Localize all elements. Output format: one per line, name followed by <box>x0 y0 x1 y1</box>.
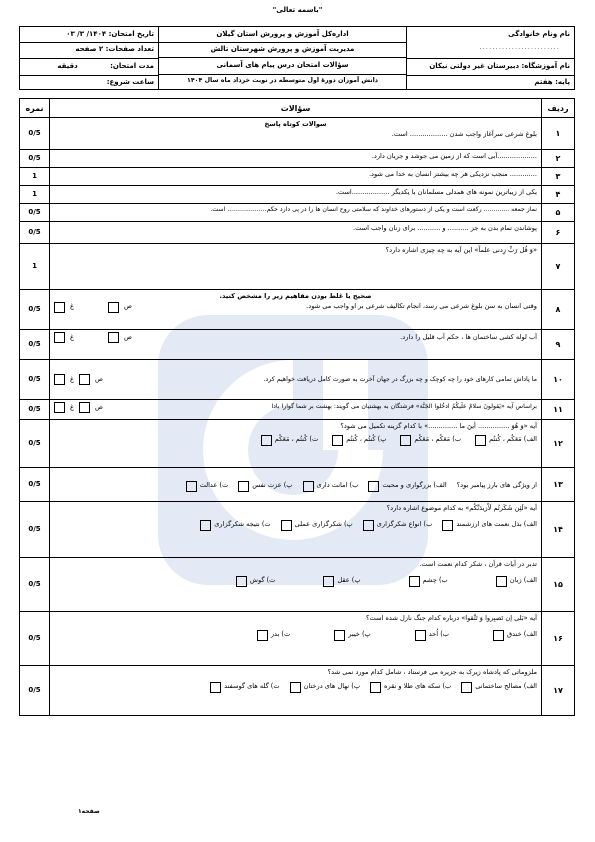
header-questions: سؤالات <box>50 99 542 118</box>
question-number: ۸ <box>542 290 575 330</box>
question-score: 0/5 <box>20 150 50 168</box>
option-c: پ) نهال های درختان <box>290 682 360 693</box>
true-false-options <box>54 332 132 343</box>
option-checkbox[interactable] <box>186 481 197 492</box>
question-score: 0/5 <box>20 502 50 558</box>
false-label: غ <box>70 332 74 341</box>
option-b: ب) انواع شکرگزاری <box>363 520 433 531</box>
question-number: ۴ <box>542 186 575 204</box>
question-line: یکی از زیباترین نمونه های همدلی مسلمانان با یکدیگر ..................است. <box>335 188 537 196</box>
question-score: 0/5 <box>20 468 50 502</box>
false-checkbox[interactable] <box>54 332 65 343</box>
question-score: 0/5 <box>20 290 50 330</box>
true-false-options <box>54 402 103 413</box>
question-score: 0/5 <box>20 222 50 244</box>
question-number: ۱۷ <box>542 666 575 716</box>
question-text <box>50 244 542 290</box>
question-text <box>50 612 542 666</box>
option-checkbox[interactable] <box>363 520 374 531</box>
question-number: ۹ <box>542 330 575 360</box>
option-b: ب) امانت داری <box>303 481 359 492</box>
table-row <box>20 420 575 468</box>
option-b: ب) چشم <box>409 576 448 587</box>
question-line: آیه «وَ هُوَ ............... أینَ ما ..............» با کدام گزینه تکمیل می شود؟ <box>340 422 537 430</box>
table-row <box>20 400 575 420</box>
option-checkbox[interactable] <box>290 682 301 693</box>
option-b: ب) مَعَکُم ، مَعَکُم <box>400 435 461 446</box>
header-number: ردیف <box>542 99 575 118</box>
true-false-options <box>54 302 132 313</box>
question-score: 1 <box>20 168 50 186</box>
question-score: 0/5 <box>20 558 50 612</box>
header-score: نمره <box>20 99 50 118</box>
question-text <box>50 204 542 222</box>
header-exam-meta <box>20 27 158 89</box>
table-row <box>20 168 575 186</box>
false-checkbox[interactable] <box>54 302 65 313</box>
question-text <box>50 400 542 420</box>
option-checkbox[interactable] <box>238 481 249 492</box>
question-score: 0/5 <box>20 612 50 666</box>
true-label: ص <box>123 302 132 311</box>
question-score: 0/5 <box>20 118 50 150</box>
option-checkbox[interactable] <box>323 576 334 587</box>
option-checkbox[interactable] <box>370 682 381 693</box>
question-number: ۲ <box>542 150 575 168</box>
option-checkbox[interactable] <box>409 576 420 587</box>
true-label: ص <box>123 332 132 341</box>
school-name: نام آموزشگاه: دبیرستان غیر دولتی نیکان <box>429 62 570 70</box>
table-row <box>20 186 575 204</box>
question-score: 1 <box>20 244 50 290</box>
option-b: ب) اُحد <box>415 630 449 641</box>
true-label: ص <box>94 402 103 411</box>
table-row <box>20 360 575 400</box>
question-score: 0/5 <box>20 204 50 222</box>
true-label: ص <box>94 374 103 383</box>
true-checkbox[interactable] <box>79 402 90 413</box>
option-d: ت) عدالت <box>186 481 229 492</box>
question-text <box>50 468 542 502</box>
table-header-row <box>20 99 575 118</box>
student-name-label: نام ونام خانوادگی <box>508 30 570 38</box>
exam-date: تاریخ امتحان: ۱۴۰۴/ ۳/ ۰۳ <box>66 30 154 38</box>
question-score: 0/5 <box>20 420 50 468</box>
questions-table <box>19 98 575 716</box>
false-label: غ <box>70 374 74 383</box>
false-checkbox[interactable] <box>54 374 65 385</box>
question-line: وقتی انسان به سن بلوغ شرعی می رسد، انجام تکالیف شرعی بر او واجب می شود. <box>306 302 537 311</box>
question-number: ۱۰ <box>542 360 575 400</box>
question-score: 0/5 <box>20 666 50 716</box>
question-number: ۱ <box>542 118 575 150</box>
question-number: ۶ <box>542 222 575 244</box>
option-d: ت) گوش <box>236 576 275 587</box>
question-text <box>50 186 542 204</box>
option-checkbox[interactable] <box>442 520 453 531</box>
page-footer: صفحه۱ <box>78 808 100 815</box>
table-row <box>20 468 575 502</box>
option-checkbox[interactable] <box>210 682 221 693</box>
option-a: الف) مَعَکُم ، کُنتُم <box>475 435 537 446</box>
question-text <box>50 150 542 168</box>
option-checkbox[interactable] <box>257 630 268 641</box>
true-false-row <box>54 402 537 413</box>
question-number: ۱۱ <box>542 400 575 420</box>
question-line: بلوغ شرعی سرآغاز واجب شدن .................. است. <box>391 129 537 138</box>
section-title: صحیح یا غلط بودن مفاهیم زیر را مشخص کنید. <box>219 292 372 300</box>
option-checkbox[interactable] <box>368 481 379 492</box>
option-checkbox[interactable] <box>475 435 486 446</box>
options-row <box>54 481 537 492</box>
question-text <box>50 290 542 330</box>
question-text <box>50 118 542 150</box>
question-text <box>50 168 542 186</box>
table-row <box>20 118 575 150</box>
question-line: ملزوماتی که پادشاه زیرک به جزیره می فرستاد ، شامل کدام مورد نمی شد؟ <box>327 668 537 676</box>
question-line: از ویژگی های بارز پیامبر بود؟ <box>456 480 537 489</box>
option-checkbox[interactable] <box>461 682 472 693</box>
false-label: غ <box>70 402 74 411</box>
table-row <box>20 612 575 666</box>
options-row <box>54 520 537 531</box>
question-text <box>50 420 542 468</box>
page-count: تعداد صفحات: ۲ صفحه <box>75 45 154 53</box>
question-score: 0/5 <box>20 400 50 420</box>
table-row <box>20 330 575 360</box>
question-number: ۵ <box>542 204 575 222</box>
option-a: الف) زبان <box>496 576 537 587</box>
option-a: الف) خندق <box>493 630 537 641</box>
question-text <box>50 330 542 360</box>
false-label: غ <box>70 302 74 311</box>
table-row <box>20 666 575 716</box>
question-line: آیه «بَلی إن تَصبِروا وَ تَتَّقوا» درباره کدام جنگ نازل شده است؟ <box>366 614 537 622</box>
header-term-line: دانش آموزان دورۀ اول متوسطه در نوبت خرداد ماه سال ۱۴۰۴ <box>187 77 378 84</box>
top-note: "باسمه تعالی" <box>272 6 323 14</box>
true-checkbox[interactable] <box>108 302 119 313</box>
question-line: براساس آیه «یَقولونَ سلامٌ علَیکُمُ ادخُلوا الجَنَّة» فرشتگان به بهشتیان می گویند: بهشت بر شما گوارا بادا <box>271 403 537 410</box>
option-d: ت) نتیجه شکرگزاری <box>200 520 270 531</box>
question-text <box>50 666 542 716</box>
question-number: ۷ <box>542 244 575 290</box>
question-line: تدبر در آیات قرآن ، شکر کدام نعمت است. <box>419 560 537 568</box>
start-time: ساعت شروع: <box>106 78 154 86</box>
option-d: ت) بدر <box>257 630 290 641</box>
option-a: الف) مصالح ساختمانی <box>461 682 537 693</box>
header-student-info <box>406 27 574 89</box>
question-line: «وَ قُل رَبِّ زِدنی علماً» این آیه به چه چیزی اشاره دارد؟ <box>385 246 537 254</box>
false-checkbox[interactable] <box>54 402 65 413</box>
table-row <box>20 502 575 558</box>
table-row <box>20 222 575 244</box>
question-number: ۱۶ <box>542 612 575 666</box>
question-line: پوشاندن تمام بدن به جز .......... و ........... برای زنان واجب است. <box>353 224 537 232</box>
table-row <box>20 290 575 330</box>
question-text <box>50 502 542 558</box>
option-b: ب) سکه های طلا و نقره <box>370 682 451 693</box>
option-c: پ) کُنتُم ، کُنتُم <box>332 435 386 446</box>
option-c: پ) شکرگزاری عملی <box>281 520 353 531</box>
option-d: ت) گله های گوسفند <box>210 682 279 693</box>
question-line: ...................آبی است که از زمین می جوشد و جریان دارد. <box>371 152 537 160</box>
true-checkbox[interactable] <box>108 332 119 343</box>
question-number: ۱۵ <box>542 558 575 612</box>
question-number: ۱۲ <box>542 420 575 468</box>
header-dept-line: مدیریت آموزش و پرورش شهرستان تالش <box>210 45 355 53</box>
option-checkbox[interactable] <box>200 520 211 531</box>
question-score: 1 <box>20 186 50 204</box>
question-score: 0/5 <box>20 330 50 360</box>
option-a: الف) بزرگواری و محبت <box>368 481 446 492</box>
question-line: آب لوله کشی ساختمان ها ، حکم آب قلیل را دارد. <box>400 332 537 341</box>
options-row <box>54 576 537 587</box>
section-title: سوالات کوتاه پاسخ <box>264 120 327 128</box>
option-d: ت) کُنتُم ، مَعَکُم <box>261 435 318 446</box>
options-row <box>54 630 537 641</box>
table-row <box>20 558 575 612</box>
true-false-row <box>54 374 537 385</box>
option-a: الف) بذل نعمت های ارزشمند <box>442 520 537 531</box>
table-row <box>20 150 575 168</box>
question-line: آیه «لَئِن شَکَرتُم لَأَزیدَنَّکُم» به کدام موضوع اشاره دارد؟ <box>386 504 537 512</box>
grade-label: پایه: هفتم <box>534 78 570 86</box>
question-number: ۳ <box>542 168 575 186</box>
header-org-line: اداره‌کل آموزش و پرورش استان گیلان <box>216 30 349 38</box>
option-checkbox[interactable] <box>281 520 292 531</box>
question-text <box>50 222 542 244</box>
question-score: 0/5 <box>20 360 50 400</box>
option-checkbox[interactable] <box>415 630 426 641</box>
options-row <box>54 435 537 446</box>
option-checkbox[interactable] <box>332 435 343 446</box>
option-checkbox[interactable] <box>496 576 507 587</box>
option-checkbox[interactable] <box>303 481 314 492</box>
question-line: ............. منجب نزدیکی هر چه بیشتر انسان به خدا می شود. <box>368 170 537 178</box>
true-false-row <box>54 332 537 343</box>
exam-header <box>19 26 575 90</box>
option-checkbox[interactable] <box>334 630 345 641</box>
option-checkbox[interactable] <box>261 435 272 446</box>
option-c: پ) عقل <box>323 576 360 587</box>
true-false-options <box>54 374 103 385</box>
option-c: پ) عزت نفس <box>238 481 292 492</box>
question-text <box>50 558 542 612</box>
options-row <box>54 682 537 693</box>
question-number: ۱۴ <box>542 502 575 558</box>
option-c: پ) خیبر <box>334 630 371 641</box>
option-checkbox[interactable] <box>236 576 247 587</box>
question-line: نماز جمعه ............. رکعت است و یکی از دستورهای خداوند که سلامتی روح انسان ها را در پی دارد حکم.................... است. <box>210 206 537 213</box>
option-checkbox[interactable] <box>493 630 504 641</box>
table-row <box>20 244 575 290</box>
question-text <box>50 360 542 400</box>
true-checkbox[interactable] <box>79 374 90 385</box>
question-number: ۱۳ <box>542 468 575 502</box>
header-course-line: سؤالات امتحان درس پیام های آسمانی <box>216 61 349 69</box>
header-exam-title <box>158 27 406 89</box>
exam-duration: مدت امتحان: دقیقه <box>57 62 154 70</box>
table-row <box>20 204 575 222</box>
student-name-field: ......................... <box>479 43 560 51</box>
question-line: ما پاداش تمامی کارهای خود را چه کوچک و چه بزرگ در جهان آخرت به صورت کامل دریافت خواهیم کرد. <box>263 375 537 383</box>
option-checkbox[interactable] <box>400 435 411 446</box>
true-false-row <box>54 302 537 313</box>
